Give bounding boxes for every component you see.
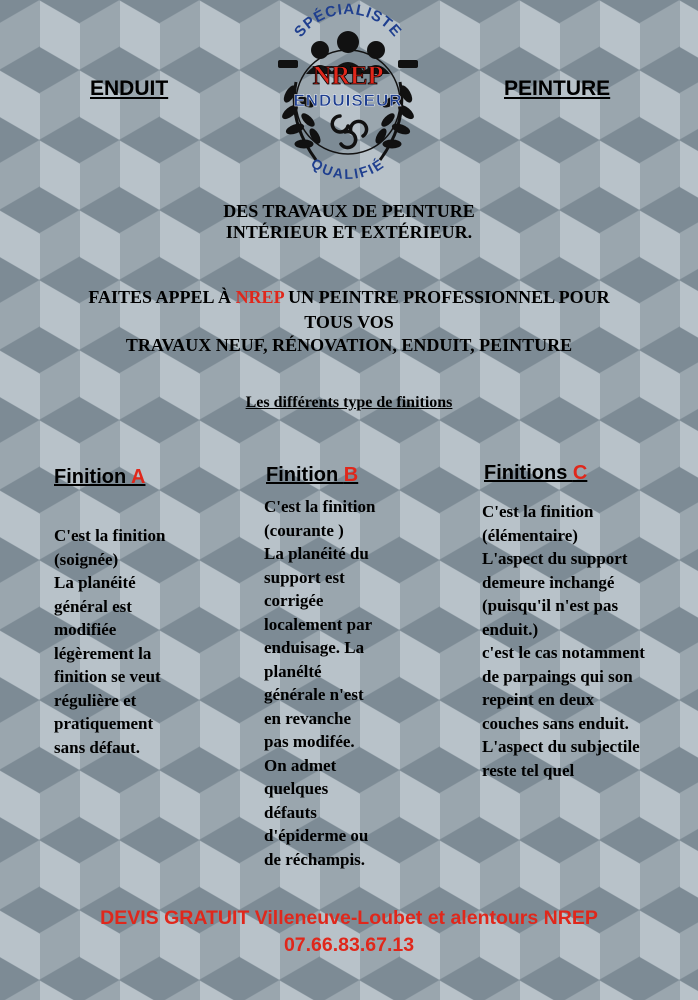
finition-c-title [484, 462, 587, 485]
svg-text:QUALIFIÉ [308, 155, 387, 182]
cta-line-3: TRAVAUX NEUF, RÉNOVATION, ENDUIT, PEINTURE [125, 335, 573, 355]
intro-line-2: INTÉRIEUR ET EXTÉRIEUR. [225, 222, 473, 242]
footer-phone[interactable]: 07.66.83.67.13 [283, 934, 415, 956]
finition-a-prefix: Finition [54, 466, 132, 488]
finition-a-title [54, 466, 145, 489]
logo-top-text: SPÉCIALISTE [291, 2, 405, 41]
footer-devis: DEVIS GRATUIT Villeneuve-Loubet et alentours NREP [100, 907, 598, 929]
finition-c-text: C'est la finition (élémentaire) L'aspect du support demeure inchangé (puisqu'il n'est pas enduit.) c'est le cas notamment de parpaings qui son repeint en deux couches sans enduit. L'aspect du subjectile reste tel quel [482, 502, 645, 780]
section-title: Les différents type de finitions [245, 394, 453, 411]
logo-bottom-text: QUALIFIÉ [308, 154, 388, 182]
logo-middle-text: ENDUISEUR [293, 91, 403, 110]
enduit-title: ENDUIT [90, 77, 169, 100]
cta-line-2: TOUS VOS [304, 312, 394, 332]
finition-b-title [266, 464, 358, 487]
finition-b-letter: B [343, 464, 359, 486]
finition-c-prefix: Finitions [484, 462, 573, 484]
cta-line-1 [0, 287, 698, 308]
logo [268, 2, 428, 192]
cta-brand: NREP [235, 287, 284, 307]
finition-a-text: C'est la finition (soignée) La planéité général est modifiée légèrement la finition se veut régulière et pratiquement sans défaut. [54, 526, 166, 757]
cta-prefix: FAITES APPEL À [88, 287, 236, 307]
cta-suffix: UN PEINTRE PROFESSIONNEL POUR [283, 287, 610, 307]
finition-b-prefix: Finition [266, 464, 344, 486]
finition-c-letter: C [572, 462, 588, 484]
peinture-title: PEINTURE [504, 77, 611, 100]
finition-a-letter: A [131, 466, 146, 488]
logo-brand: NREP [312, 61, 384, 90]
finition-b-text: C'est la finition (courante ) La planéité du support est corrigée localement par enduisage. La planélté générale n'est en revanche pas modifée. On admet quelques défauts d'épiderme ou de réchampis. [264, 497, 376, 869]
intro-line-1: DES TRAVAUX DE PEINTURE [223, 201, 475, 221]
